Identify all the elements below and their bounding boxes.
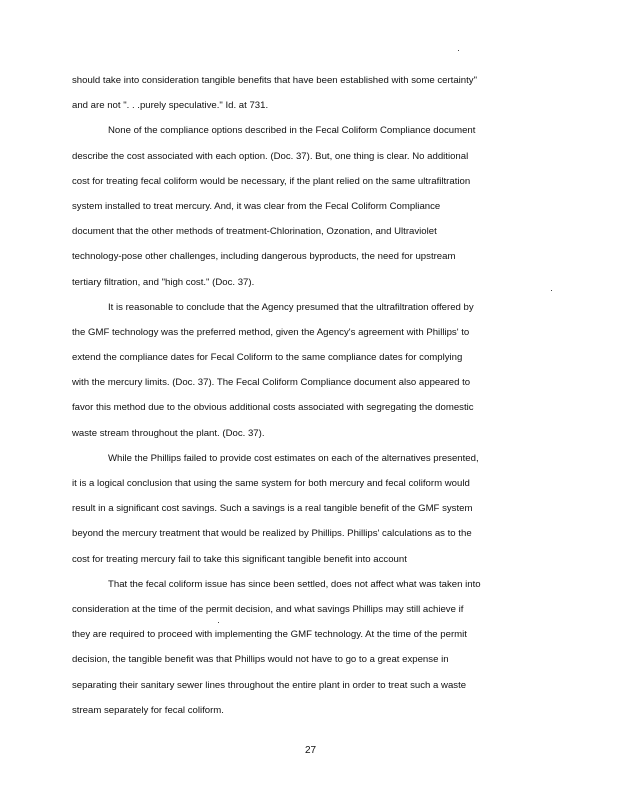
text-line: the GMF technology was the preferred method, given the Agency's agreement with Phillips' to	[72, 326, 470, 338]
page-number: 27	[304, 745, 317, 756]
text-line: with the mercury limits. (Doc. 37). The Fecal Coliform Compliance document also appeared to	[72, 377, 471, 389]
text-line: It is reasonable to conclude that the Agency presumed that the ultrafiltration offered by	[108, 301, 474, 313]
scan-speck	[551, 290, 552, 291]
text-line: tertiary filtration, and "high cost." (Doc. 37).	[72, 276, 255, 288]
text-line: separating their sanitary sewer lines throughout the entire plant in order to treat such a waste	[72, 679, 467, 691]
text-line: should take into consideration tangible benefits that have been established with some certainty"	[72, 75, 477, 86]
text-line: they are required to proceed with implementing the GMF technology. At the time of the permit	[72, 629, 467, 641]
text-line: favor this method due to the obvious additional costs associated with segregating the domestic	[72, 402, 474, 414]
text-line: describe the cost associated with each option. (Doc. 37). But, one thing is clear. No additional	[72, 150, 469, 162]
text-line: and are not ". . .purely speculative." Id. at 731.	[72, 100, 269, 112]
text-line: system installed to treat mercury. And, it was clear from the Fecal Coliform Compliance	[72, 200, 441, 212]
scan-speck	[218, 622, 219, 623]
text-line: it is a logical conclusion that using the same system for both mercury and fecal coliform would	[72, 478, 470, 489]
scan-speck	[458, 50, 459, 51]
text-line: That the fecal coliform issue has since been settled, does not affect what was taken into	[108, 578, 481, 590]
text-line: beyond the mercury treatment that would be realized by Phillips. Phillips' calculations as to the	[72, 528, 472, 540]
text-line: While the Phillips failed to provide cost estimates on each of the alternatives presented,	[108, 452, 479, 464]
text-line: extend the compliance dates for Fecal Coliform to the same compliance dates for complying	[72, 352, 463, 364]
body-text	[72, 68, 540, 723]
text-line: decision, the tangible benefit was that Phillips would not have to go to a great expense in	[72, 654, 449, 666]
text-line: cost for treating fecal coliform would be necessary, if the plant relied on the same ultrafiltration	[72, 175, 471, 187]
text-line: stream separately for fecal coliform.	[72, 704, 224, 716]
text-line: technology-pose other challenges, including dangerous byproducts, the need for upstream	[72, 251, 456, 263]
text-line: consideration at the time of the permit decision, and what savings Phillips may still achieve if	[72, 603, 464, 615]
text-line: document that the other methods of treatment-Chlorination, Ozonation, and Ultraviolet	[72, 226, 437, 238]
text-line: None of the compliance options described in the Fecal Coliform Compliance document	[108, 125, 476, 137]
text-line: cost for treating mercury fail to take this significant tangible benefit into account	[72, 553, 407, 565]
text-line: result in a significant cost savings. Such a savings is a real tangible benefit of the GMF system	[72, 503, 473, 515]
text-line: waste stream throughout the plant. (Doc. 37).	[72, 427, 265, 439]
